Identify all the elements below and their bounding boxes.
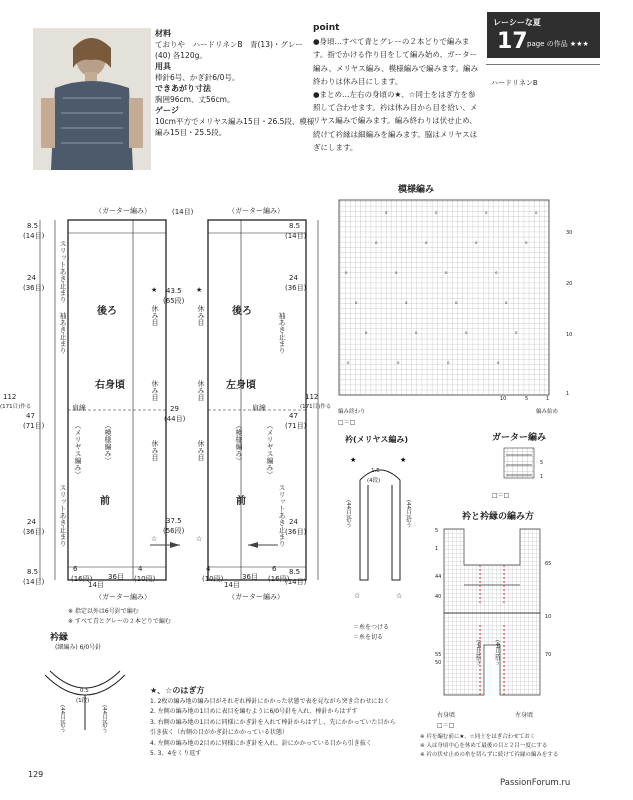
ch-n50: 50 [435,660,442,666]
garter-top-left: （ガーター編み） [95,207,151,215]
model-photo [33,28,151,170]
star-mark: ★ [151,286,158,294]
chart-row-1: 1 [566,391,570,397]
dim-14: (14目) [23,232,45,240]
collar-d4: (4段) [367,478,381,484]
svg-text:o: o [515,330,518,335]
svg-text:o: o [525,240,528,245]
yarn-name: ハードリネンB [491,79,538,87]
dim-36-b: (36目) [23,528,45,536]
dim-14b: 14目 [88,581,104,589]
white-star-mark: ☆ [151,535,158,543]
ch-note-1: ※ 衿を編む前に★、☆同士をはぎ合わせておく [420,734,536,740]
materials-block [155,28,315,138]
dim-6: 6 [73,565,78,573]
svg-text:☆: ☆ [396,592,403,600]
point-heading: point [313,23,340,33]
page-difficulty: page の作品 ★★★ [527,40,589,48]
joining-title: ★、☆のはぎ方 [150,686,205,695]
collar-pick-left: (44目)拾う [345,500,351,528]
edge-pick-left: (44目)拾う [59,705,65,733]
dim-29: 29 [170,405,179,413]
joining-step-1: 1. 2枚の編み地の編み目がそれぞれ棒針にかかった状態で表を見ながら突き合わせにおく [150,697,390,705]
chart-legend: □＝□ [338,419,356,426]
sleeve-label-2: 袖あき止まり [278,312,286,354]
star-mark-2: ★ [196,286,203,294]
dim-71-r: (71目) [285,422,307,430]
garter-chart [502,446,538,486]
dim-10: (10段) [134,575,156,583]
note-needle: ※ 指定以外は6号針で編む [68,608,139,615]
dim-4-r: 4 [206,565,211,573]
garter-bottom-right: （ガーター編み） [228,593,284,601]
tools-text: 棒針6号、かぎ針6/0号。 [155,73,240,82]
collar-title: 衿(メリヤス編み) [345,435,408,444]
ch-n70: 70 [545,652,552,658]
svg-text:★: ★ [400,456,407,464]
tools-heading: 用具 [155,62,171,71]
dim-47: 47 [26,412,35,420]
dim-47-r: 47 [289,412,298,420]
rest-label-2: 休み目 [151,380,159,401]
ch-n40: 40 [435,594,442,600]
svg-text:o: o [445,270,448,275]
garter-bottom-left: （ガーター編み） [95,593,151,601]
joining-step-3: 3. 右側の編み地の1目めに同様にかぎ針を入れて棒針からはずし、先にかかっていた目から引き抜く（右側の目がかぎ針にかかっている状態） [150,718,396,736]
white-star-mark-2: ☆ [196,535,203,543]
svg-text:o: o [415,330,418,335]
pattern-chart [335,196,565,411]
dim-24-r: 24 [289,274,298,282]
point-finish-text: ●まとめ…左右の身頃の★、☆同士をはぎ方を参照して合わせます。衿は休み目から目を拾い、メリヤス編みで編みます。編み終わりは伏せ止め、続けて衿縁は細編みを編みます。脇はメリヤスはぎにします。 [313,90,478,152]
point-body-text: ●身頃…すべて青とグレーの２本どりで編みます。指でかける作り目をして編み始め、ガーター編み、メリヤス編み、模様編みで編みます。編み終わりは休み目にします。 [313,37,478,86]
dim-36b: 36目 [108,573,124,581]
svg-text:o: o [465,330,468,335]
svg-text:o: o [355,300,358,305]
chart-col-10: 10 [500,396,507,402]
gauge-heading: ゲージ [155,106,179,115]
right-body-label: 右身頃 [95,380,125,391]
shoulder-label: 肩線 [72,404,86,412]
edge-title: 衿縁 [50,633,69,643]
collar-d15: 1.5 [371,468,380,474]
dim-16: (16段) [71,575,93,583]
ch-pick-right: (44目)拾う [494,640,500,666]
edge-sub: (細編み) 6/0号針 [55,644,102,651]
svg-text:★: ★ [350,456,357,464]
svg-text:o: o [447,360,450,365]
pattern-number: 17 [497,29,528,54]
dim-36-r2: (36目) [285,528,307,536]
edge-diagram [40,655,130,735]
dim-44: (44目) [164,415,186,423]
dim-14b-r: 14目 [224,581,240,589]
dim-85: 8.5 [27,222,39,230]
edge-pick-right: (44目)拾う [101,705,107,733]
rest-label-6: 休み目 [197,440,205,461]
svg-text:o: o [385,210,388,215]
dim-65: (65段) [163,297,185,305]
svg-text:o: o [365,330,368,335]
collar-how-title: 衿と衿縁の編み方 [462,512,535,522]
svg-text:o: o [347,360,350,365]
garter-num-5: 5 [540,460,544,466]
collar-how-chart [440,525,550,705]
svg-text:o: o [505,300,508,305]
ch-right-body: 右身頃 [437,712,456,719]
ch-n55: 55 [435,652,442,658]
dim-36-r: (36目) [285,284,307,292]
gauge-text: 10cm平方でメリヤス編み15目・26.5段、模様編み15目・25.5段。 [155,117,315,137]
chart-col-5: 5 [525,396,529,402]
svg-text:o: o [455,300,458,305]
joining-step-5: 5. 3、4をくり返す [150,750,202,757]
collar-diagram [340,450,420,610]
chart-row-30: 30 [566,230,573,236]
dim-14-b: (14目) [23,578,45,586]
svg-text:o: o [535,210,538,215]
slit-label-3: スリットあき止まり [278,484,286,547]
chart-row-20: 20 [566,281,573,287]
sleeve-label: 袖あき止まり [59,312,67,354]
note-yarn: ※ すべて青とグレーの２本どりで編む [68,618,171,625]
dim-85-r2: 8.5 [289,568,301,576]
dim-85-b: 8.5 [27,568,39,576]
svg-text:o: o [475,240,478,245]
joining-notes [150,686,400,760]
dim-24-b: 24 [27,518,36,526]
svg-text:☆: ☆ [354,592,361,600]
divider [486,64,600,65]
left-body-label: 左身頃 [226,380,256,391]
dim-56: (56段) [163,527,185,535]
watermark: PassionForum.ru [500,778,571,788]
dim-10-r: (10段) [202,575,224,583]
ch-pick-left: (44目)拾う [475,640,481,666]
joining-step-4: 4. 左側の編み地の2目めに同様にかぎ針を入れ、針にかかっている目から引き抜く [150,739,372,747]
dim-112: 112 [3,393,17,401]
chart-start: 編み始め [536,409,559,415]
ch-n10: 10 [545,614,552,620]
page-number: 129 [28,770,44,779]
ch-note-2: ※ 入は身頃中心を休めて最後の目と２目一度にする [420,743,548,749]
shoulder-label-left: 肩線 [252,404,266,412]
dim-435: 43.5 [166,287,182,295]
ch-left-body: 左身頃 [515,712,534,719]
dim-112-r: 112 [305,393,319,401]
collar-cut: ＝糸を切る [353,634,384,641]
dim-36b-r: 36目 [242,573,258,581]
edge-c2: (1段) [76,698,90,704]
collar-pick-right: (44目)拾う [405,500,411,528]
dim-375: 37.5 [166,517,182,525]
svg-text:o: o [375,240,378,245]
dim-171: (171目)作る [0,404,32,410]
back-label-left: 後ろ [232,306,252,317]
ch-n1: 1 [435,546,439,552]
svg-text:o: o [435,210,438,215]
garter-num-1: 1 [540,474,544,480]
svg-text:o: o [425,240,428,245]
slit-label-2: スリットあき止まり [59,484,67,547]
ch-note-3: ※ 衿の伏せ止めの糸を切らずに続けて衿縁の編みをする [420,752,559,758]
rest-label-5: 休み目 [197,380,205,401]
dim-5-top: (14目) [172,208,194,216]
material-heading: 材料 [155,29,171,38]
dim-14-r2: (14目) [285,578,307,586]
dim-71: (71目) [23,422,45,430]
chart-col-1: 1 [546,396,550,402]
svg-text:o: o [345,270,348,275]
rest-label-3: 休み目 [151,440,159,461]
front-label: 前 [100,496,110,507]
point-block [313,22,478,154]
dim-85-r: 8.5 [289,222,301,230]
svg-text:o: o [395,270,398,275]
dim-16-r: (16段) [268,575,290,583]
dim-6-r: 6 [272,565,277,573]
pattern-tag [487,12,600,58]
material-text: ておりや ハードリネンB 青(13)・グレー(40) 各120g。 [155,40,303,60]
pattern-label: （模様編み） [104,422,112,464]
ch-legend: □＝□ [437,722,455,729]
series-title: レーシーな夏 [493,18,541,27]
size-text: 胸囲96cm、丈56cm。 [155,95,235,104]
chart-end: 編み終わり [338,409,366,415]
garter-top-right: （ガーター編み） [228,207,284,215]
svg-text:o: o [405,300,408,305]
dim-4: 4 [138,565,143,573]
svg-text:o: o [495,270,498,275]
slit-label: スリットあき止まり [59,240,67,303]
rest-label-4: 休み目 [197,305,205,326]
collar-attach: ＝糸をつける [353,624,390,631]
pattern-chart-title: 模様編み [398,185,435,195]
size-heading: できあがり寸法 [155,84,211,93]
stockinette-label-left: （メリヤス編み） [266,422,274,478]
back-label: 後ろ [97,306,117,317]
ch-n5: 5 [435,528,439,534]
svg-text:o: o [397,360,400,365]
svg-text:o: o [485,210,488,215]
dim-24: 24 [27,274,36,282]
dim-24-r2: 24 [289,518,298,526]
edge-c1: 0.5 [80,688,89,694]
ch-n65: 65 [545,561,552,567]
garter-title: ガーター編み [492,433,547,443]
pattern-label-left: （模様編み） [235,422,243,464]
stockinette-label: （メリヤス編み） [74,422,82,478]
ch-n44: 44 [435,574,442,580]
rest-label: 休み目 [151,305,159,326]
joining-step-2: 2. 左側の編み地の1目めに表目を編むように6/0号針を入れ、棒針からはずす [150,708,358,715]
dim-14-r: (14目) [285,232,307,240]
front-label-left: 前 [236,496,246,507]
dim-36: (36目) [23,284,45,292]
dim-171-r: (171目)作る [300,404,332,410]
chart-row-10: 10 [566,332,573,338]
garter-legend: □＝□ [492,492,510,499]
svg-text:o: o [497,360,500,365]
